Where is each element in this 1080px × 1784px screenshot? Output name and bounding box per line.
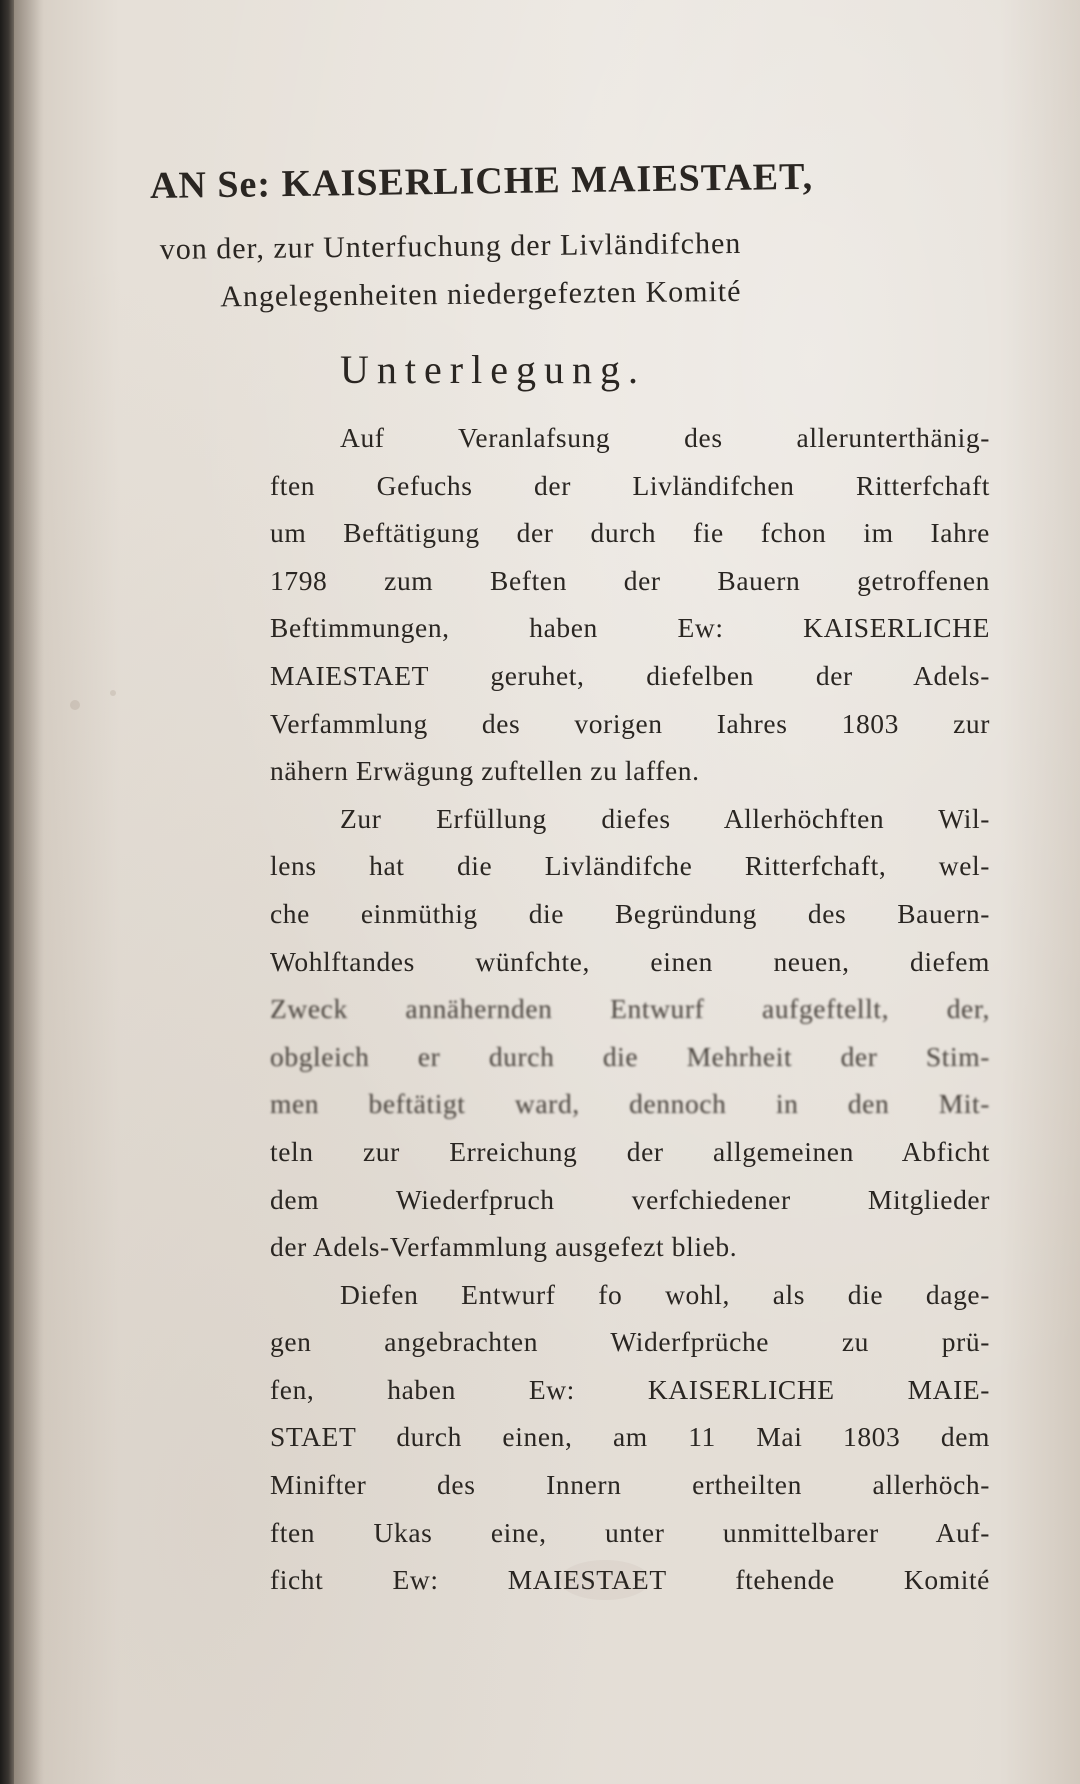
text-line: der Adels-Verfammlung ausgefezt blieb. (270, 1231, 738, 1263)
text-line: Diefen Entwurf fo wohl, als die dage- (340, 1278, 990, 1310)
book-spine (0, 0, 14, 1784)
gutter-shadow (14, 0, 44, 1784)
text-line: um Beftätigung der durch fie fchon im Iahre (270, 517, 990, 549)
paragraph-3 (270, 1271, 990, 1604)
text-line: ficht Ew: MAIESTAET ftehende Komité (270, 1564, 990, 1596)
text-line: ften Ukas eine, unter unmittelbarer Auf- (270, 1516, 990, 1548)
text-line: lens hat die Livländifche Ritterfchaft, wel- (270, 850, 990, 882)
committee-subheading (159, 217, 1000, 322)
text-line: gen angebrachten Widerfprüche zu prü- (270, 1326, 990, 1358)
text-line: Wohlftandes wünfchte, einen neuen, diefem (270, 945, 990, 977)
text-line: Zweck annähernden Entwurf aufgeftellt, der, (270, 993, 990, 1025)
subheading-line: von der, zur Unterfuchung der Livländifchen (159, 226, 742, 267)
text-line: obgleich er durch die Mehrheit der Stim- (270, 1040, 990, 1072)
paper-spot (70, 700, 80, 710)
text-line: fen, haben Ew: KAISERLICHE MAIE- (270, 1373, 990, 1405)
text-line: men beftätigt ward, dennoch in den Mit- (270, 1088, 990, 1120)
text-line: STAET durch einen, am 11 Mai 1803 dem (270, 1421, 990, 1453)
text-line: teln zur Erreichung der allgemeinen Abficht (270, 1135, 990, 1167)
paper-spot (110, 690, 116, 696)
subheading-line: Angelegenheiten niedergefezten Komité (220, 274, 742, 314)
text-line: Beftimmungen, haben Ew: KAISERLICHE (270, 612, 990, 644)
paragraph-2 (270, 795, 990, 1271)
text-line: dem Wiederfpruch verfchiedener Mitglieder (270, 1183, 990, 1215)
document-title: Unterlegung. (340, 347, 646, 392)
text-line: Auf Veranlafsung des allerunterthänig- (340, 422, 990, 453)
text-line: 1798 zum Beften der Bauern getroffenen (270, 564, 990, 596)
document-text (149, 155, 1000, 1604)
text-line: ften Gefuchs der Livländifchen Ritterfchaft (270, 469, 990, 501)
text-line: che einmüthig die Begründung des Bauern- (270, 897, 990, 929)
text-line: Verfammlung des vorigen Iahres 1803 zur (270, 707, 990, 739)
address-heading: AN Se: KAISERLICHE MAIESTAET, (149, 155, 814, 207)
text-line: Minifter des Innern ertheilten allerhöch- (270, 1469, 990, 1501)
text-line: nähern Erwägung zuftellen zu laffen. (270, 755, 700, 787)
text-line: MAIESTAET geruhet, diefelben der Adels- (270, 659, 990, 691)
text-line: Zur Erfüllung diefes Allerhöchften Wil- (340, 802, 990, 834)
paragraph-1 (270, 414, 990, 795)
